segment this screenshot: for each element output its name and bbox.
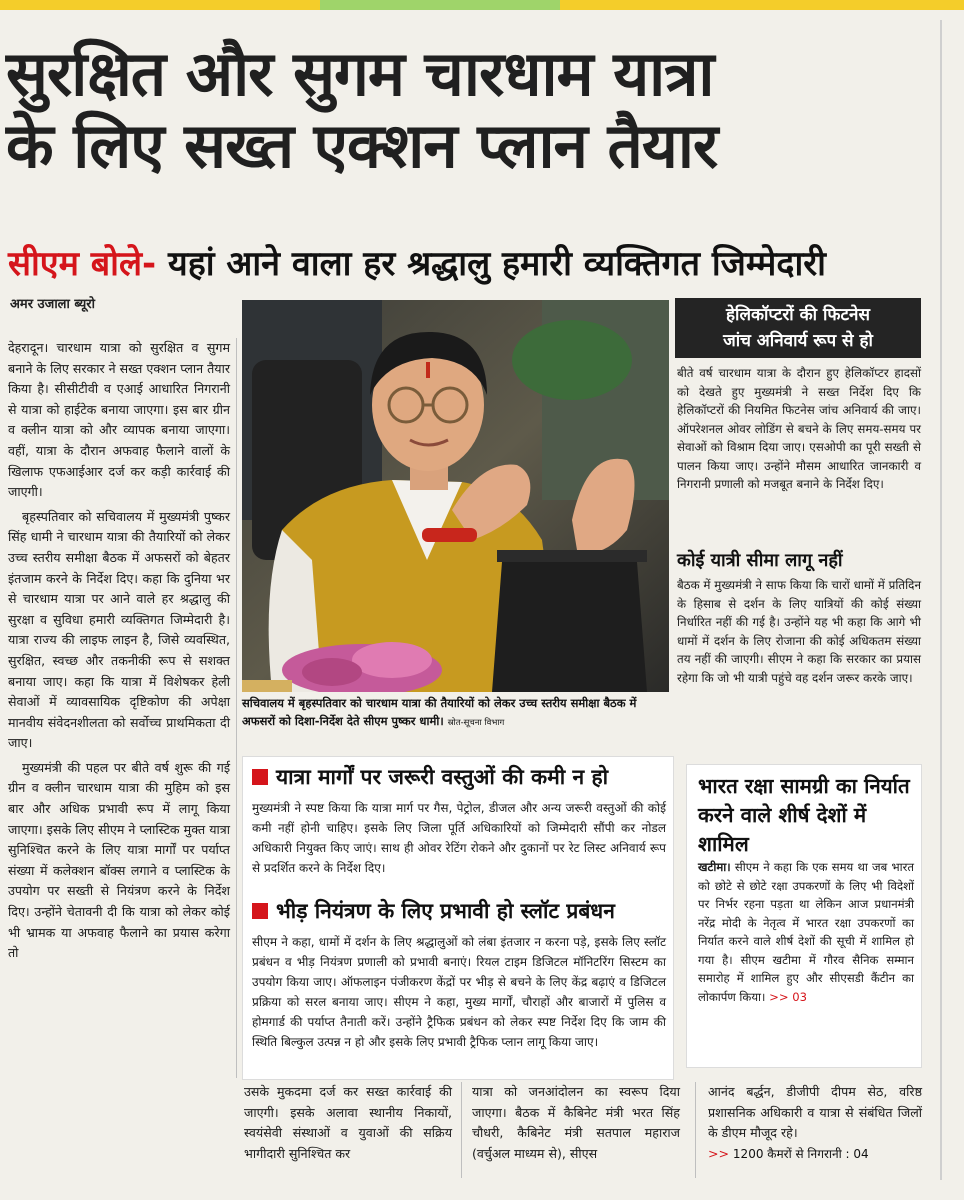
box-heading-supplies-text: यात्रा मार्गों पर जरूरी वस्तुओं की कमी न हो xyxy=(276,765,609,789)
top-color-band xyxy=(0,0,964,10)
cm-meeting-photo-illustration xyxy=(242,300,669,692)
column-divider xyxy=(236,338,237,1078)
paragraph: मुख्यमंत्री की पहल पर बीते वर्ष शुरू की गई ग्रीन व क्लीन चारधाम यात्रा की मुहिम को इस बार और अधिक प्रभावी रूप में लागू किया जाएगा। इसके लिए सीएम ने प्लास्टिक मुक्त यात्रा सुनिश्चित करने के लिए यात्रा मार्गों पर पर्याप्त संख्या में कलेक्शन बॉक्स लगाने व प्लास्टिक के उपयोग पर सख्ती से नियंत्रण करने के निर्देश दिए। उन्होंने चेतावनी दी कि यात्रा को लेकर कोई भी भ्रामक या अफवाह फैलाने का प्रयास करेगा तो xyxy=(8,759,230,961)
subhead-prefix: सीएम बोले- xyxy=(8,244,157,284)
column-divider xyxy=(461,1082,462,1178)
headline-line-2: के लिए सख्त एक्शन प्लान तैयार xyxy=(6,109,718,182)
box-text-crowd: सीएम ने कहा, धामों में दर्शन के लिए श्रद्धालुओं को लंबा इंतजार न करना पड़े, इसके लिए स्लॉट प्रबंधन व भीड़ नियंत्रण प्रणाली को प्रभावी बनाएं। रियल टाइम डिजिटल मॉनिटरिंग सिस्टम का उपयोग किया जाए। ऑफलाइन पंजीकरण केंद्रों पर भीड़ से बचने के लिए केंद्र बढ़ाएं व डिजिटल प्रक्रिया को सरल बनाया जाए। सीएम ने कहा, मुख्य मार्गों, चौराहों और बाजारों में पुलिस व होमगार्ड की पर्याप्त तैनाती करें। उन्होंने ट्रैफिक प्रबंधन को लेकर स्पष्ट निर्देश दिए कि जाम की स्थिति बिल्कुल उत्पन्न न हो और इसके लिए प्रभावी ट्रैफिक प्लान लागू किया जाए। xyxy=(252,935,666,1049)
sidebar-heading-helicopter xyxy=(675,298,921,358)
sidebar-heading-line-2: जांच अनिवार्य रूप से हो xyxy=(723,331,873,351)
article-column-3: यात्रा को जनआंदोलन का स्वरूप दिया जाएगा। बैठक में कैबिनेट मंत्री भरत सिंह चौधरी, कैबिनेट मंत्री सतपाल महाराज (वर्चुअल माध्यम से), सीएस xyxy=(472,1084,680,1161)
column-4-text: आनंद बर्द्धन, डीजीपी दीपम सेठ, वरिष्ठ प्रशासनिक अधिकारी व यात्रा से संबंधित जिलों के डीएम मौजूद रहे। xyxy=(708,1084,922,1141)
sidebar-text-pilgrim-limit: बैठक में मुख्यमंत्री ने साफ किया कि चारों धामों में प्रतिदिन के हिसाब से दर्शन के लिए यात्रियों की कोई संख्या निर्धारित नहीं की गई है। उन्होंने यह भी कहा कि आगे भी धामों में दर्शन के लिए रोजाना की कोई अधिकतम संख्या तय नहीं की जाएगी। सीएम ने कहा कि सरकार का प्रयास रहेगा कि जो भी यात्री पहुंचे वह दर्शन जरूर करके जाए। xyxy=(677,578,921,685)
page-edge-rule xyxy=(940,20,942,1180)
subhead-text: यहां आने वाला हर श्रद्धालु हमारी व्यक्तिगत जिम्मेदारी xyxy=(156,244,826,284)
byline: अमर उजाला ब्यूरो xyxy=(10,297,95,312)
defence-export-heading: भारत रक्षा सामग्री का निर्यात करने वाले शीर्ष देशों में शामिल xyxy=(698,774,910,856)
sidebar-text-helicopter: बीते वर्ष चारधाम यात्रा के दौरान हुए हेलिकॉप्टर हादसों को देखते हुए मुख्यमंत्री ने सख्त निर्देश दिए कि हेलिकॉप्टरों की नियमित फिटनेस जांच अनिवार्य की जाए। ऑपरेशनल ओवर लोडिंग से बचने के लिए समय-समय पर सेवाओं को विश्राम दिया जाए। एसओपी का पूरी सख्ती से पालन किया जाए। उन्होंने मौसम आधारित जानकारी व निगरानी प्रणाली को मजबूत बनाने के निर्देश दिए। xyxy=(677,366,921,491)
article-column-1 xyxy=(8,338,230,968)
article-column-2: उसके मुकदमा दर्ज कर सख्त कार्रवाई की जाएगी। इसके अलावा स्थानीय निकायों, स्वयंसेवी संस्थाओं व युवाओं की सक्रिय भागीदारी सुनिश्चित कर xyxy=(244,1084,452,1161)
box-text-supplies: मुख्यमंत्री ने स्पष्ट किया कि यात्रा मार्ग पर गैस, पेट्रोल, डीजल और अन्य जरूरी वस्तुओं की कोई कमी नहीं होनी चाहिए। इसके लिए जिला पूर्ति अधिकारियों को जिम्मेदारी सौंपी कर नोडल अधिकारी नियुक्त किए जाएं। साथ ही ओवर रेटिंग रोकने और दुकानों पर रेट लिस्ट अनिवार्य रूप से प्रदर्शित करने के निर्देश दिए। xyxy=(252,801,666,875)
page-ref-arrow: >> xyxy=(708,1145,730,1161)
subheadline xyxy=(8,242,938,286)
page-ref: >> 03 xyxy=(769,989,808,1004)
column-divider xyxy=(695,1082,696,1178)
dateline: खटीमा। xyxy=(698,860,731,874)
box-heading-supplies xyxy=(252,762,608,792)
paragraph: देहरादून। चारधाम यात्रा को सुरक्षित व सुगम बनाने के लिए सरकार ने सख्त एक्शन प्लान तैयार किया है। सीसीटीवी व एआई आधारित निगरानी से यात्रा को हाईटेक बनाया जाएगा। इस बार ग्रीन व क्लीन यात्रा को और व्यापक बनाया जाएगा। वहीं, यात्रा के दौरान अफवाह फैलाने वालों के खिलाफ एफआईआर दर्ज कर कड़ी कार्रवाई की जाएगी। xyxy=(8,340,231,500)
box-heading-crowd-text: भीड़ नियंत्रण के लिए प्रभावी हो स्लॉट प्रबंधन xyxy=(276,899,615,923)
photo-source: स्रोत-सूचना विभाग xyxy=(447,718,505,728)
sidebar-heading-pilgrim-limit: कोई यात्री सीमा लागू नहीं xyxy=(677,550,843,571)
page-ref-text: 1200 कैमरों से निगरानी : 04 xyxy=(729,1146,869,1161)
headline xyxy=(6,38,936,182)
defence-export-text xyxy=(698,858,914,1006)
headline-line-1: सुरक्षित और सुगम चारधाम यात्रा xyxy=(6,37,714,110)
caption-text: सचिवालय में बृहस्पतिवार को चारधाम यात्रा की तैयारियों को लेकर उच्च स्तरीय समीक्षा बैठक में अफसरों को दिशा-निर्देश देते सीएम पुष्कर धामी। xyxy=(242,696,637,728)
news-photo xyxy=(242,300,669,692)
sidebar-heading-line-1: हेलिकॉप्टरों की फिटनेस xyxy=(726,305,870,325)
red-square-icon xyxy=(252,903,268,919)
defence-export-body: सीएम ने कहा कि एक समय था जब भारत को छोटे से छोटे रक्षा उपकरणों के लिए भी विदेशों पर निर्भर रहना पड़ता था लेकिन आज प्रधानमंत्री नरेंद्र मोदी के नेतृत्व में भारत रक्षा उपकरणों का निर्यात करने वाले शीर्ष देशों की सूची में शामिल हो गया है। सीएम खटीमा में गौरव सैनिक सम्मान समारोह में शामिल हुए और सीएसडी कैंटीन का लोकार्पण किया। xyxy=(698,860,914,1004)
paragraph: बृहस्पतिवार को सचिवालय में मुख्यमंत्री पुष्कर सिंह धामी ने चारधाम यात्रा की तैयारियों को लेकर उच्च स्तरीय समीक्षा बैठक में अफसरों को बेहतर इंतजाम करने के निर्देश दिए। कहा कि दुनिया भर से चारधाम यात्रा पर आने वाले हर श्रद्धालु की सुरक्षा व सुविधा हमारी व्यक्तिगत जिम्मेदारी है। यात्रा राज्य की लाइफ लाइन है, जिसे व्यवस्थित, सुरक्षित, स्वच्छ और तकनीकी रूप से सशक्त बनाया जाए। कहा कि यात्रा में विशेषकर हेली सेवाओं में व्यावसायिक दृष्टिकोण की अपेक्षा मानवीय संवेदनशीलता को सर्वोच्च प्राथमिकता दी जाए। xyxy=(8,508,230,751)
red-square-icon xyxy=(252,769,268,785)
box-heading-crowd xyxy=(252,896,615,926)
article-column-4 xyxy=(708,1082,922,1164)
photo-caption xyxy=(242,694,669,732)
